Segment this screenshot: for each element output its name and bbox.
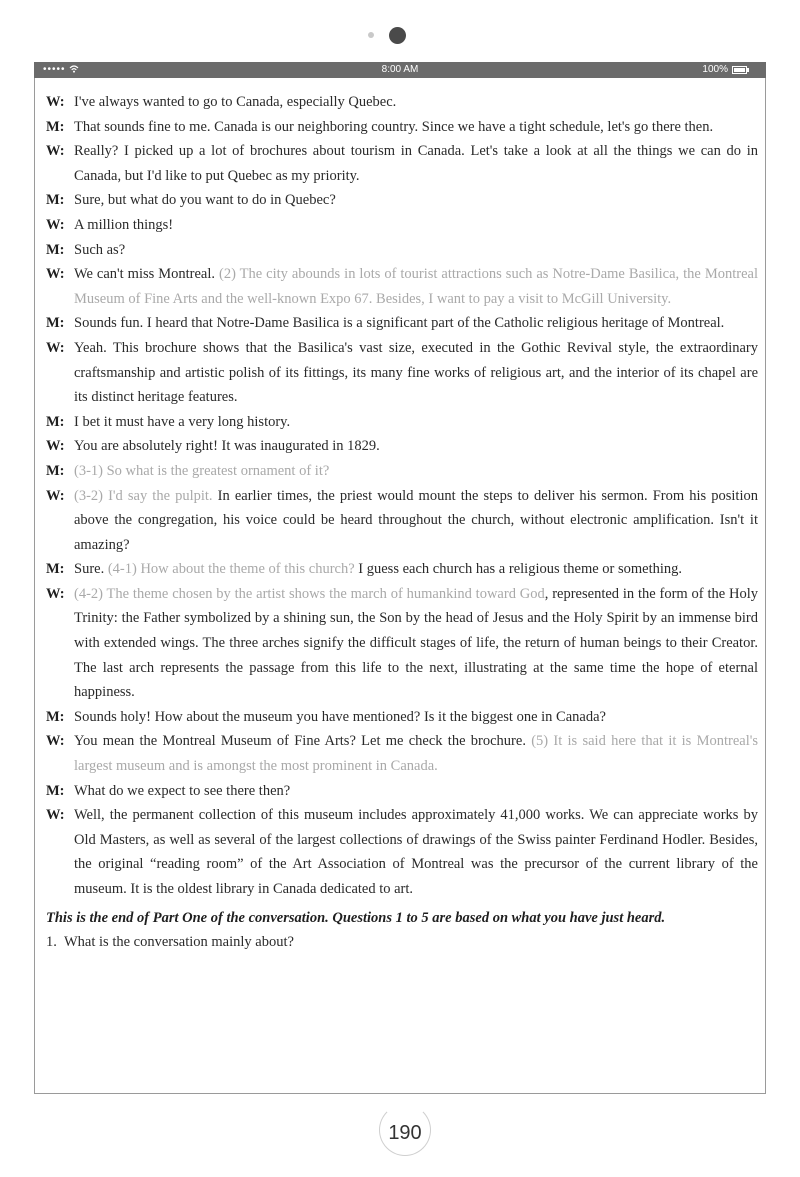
camera-sensor-icon	[368, 32, 374, 38]
answer-highlight: (3-2) I'd say the pulpit.	[74, 487, 218, 504]
speech-text: , represented in the form of the Holy Trinity: the Father symbolized by a shining sun, the Son by the head of Jesus and the Holy Spirit by an immense bird with extended wings. The three arches signify the difficult stages of life, the return of human beings to their Creator. The last arch represents the passage from this life to the next, illustrating at the same time the hope of eternal happiness.	[74, 585, 758, 701]
question-item	[46, 930, 758, 955]
battery-tip	[747, 68, 749, 72]
speech-text: You mean the Montreal Museum of Fine Arts? Let me check the brochure.	[74, 733, 532, 750]
dialogue-turn	[46, 238, 758, 263]
dialogue-list	[46, 90, 758, 902]
speech-text: We can't miss Montreal.	[74, 266, 219, 283]
speaker-label: W:	[46, 438, 65, 455]
speech-text: Such as?	[74, 241, 126, 258]
speaker-label: W:	[46, 94, 65, 110]
turn-text	[74, 803, 758, 901]
dialogue-turn	[46, 188, 758, 213]
speaker-label: W:	[46, 585, 65, 602]
dialogue-turn	[46, 213, 758, 238]
answer-highlight: (2) The city abounds in lots of tourist attractions such as Notre-Dame Basilica, the Montreal Museum of Fine Arts and the well-known Expo 67. Besides, I want to pay a visit to McGill University.	[74, 266, 758, 307]
status-bar	[34, 62, 766, 78]
turn-text	[74, 336, 758, 410]
speech-text: You are absolutely right! It was inaugurated in 1829.	[74, 438, 380, 455]
transcript	[46, 90, 758, 955]
speaker-label: W:	[46, 216, 65, 233]
speaker-label: W:	[46, 733, 65, 750]
turn-text	[74, 115, 758, 140]
speaker-label: M:	[46, 118, 65, 135]
speaker-label: M:	[46, 561, 65, 578]
speaker-label: W:	[46, 143, 65, 160]
dialogue-turn	[46, 262, 758, 311]
turn-text	[74, 213, 758, 238]
speech-text: I guess each church has a religious theme or something.	[358, 561, 683, 578]
answer-highlight: (4-1) How about the theme of this church?	[107, 561, 359, 578]
answer-highlight: (4-2) The theme chosen by the artist shows the march of humankind toward God	[74, 585, 545, 602]
dialogue-turn	[46, 311, 758, 336]
speech-text: Sure, but what do you want to do in Quebec?	[74, 192, 336, 209]
speech-text: Sounds fun. I heard that Notre-Dame Basilica is a significant part of the Catholic religious heritage of Montreal.	[74, 315, 725, 332]
speech-text: I've always wanted to go to Canada, especially Quebec.	[74, 94, 397, 110]
speaker-label: M:	[46, 462, 65, 479]
speaker-label: M:	[46, 315, 65, 332]
speech-text: What do we expect to see there then?	[74, 782, 291, 799]
speech-text: A million things!	[74, 216, 174, 233]
page-number: 190	[379, 1104, 431, 1156]
turn-text	[74, 262, 758, 311]
dialogue-turn	[46, 90, 758, 115]
dialogue-turn	[46, 779, 758, 804]
speech-text: Sounds holy! How about the museum you have mentioned? Is it the biggest one in Canada?	[74, 708, 606, 725]
speech-text: Really? I picked up a lot of brochures about tourism in Canada. Let's take a look at all the things we can do in Canada, but I'd like to put Quebec as my priority.	[74, 143, 758, 184]
answer-highlight: (5) It is said here that it is Montreal's largest museum and is amongst the most prominent in Canada.	[74, 733, 758, 775]
camera-lens-icon	[389, 27, 406, 44]
speaker-label: M:	[46, 782, 65, 799]
speaker-label: M:	[46, 708, 65, 725]
question-number: 1.	[46, 934, 57, 951]
speech-text: Well, the permanent collection of this museum includes approximately 41,000 works. We can appreciate works by Old Masters, as well as several of the largest collections of drawings of the Swiss painter Ferdinand Hodler. Besides, the original “reading room” of the Art Association of Montreal was the precursor of the current library of the museum. It is the oldest library in Canada dedicated to art.	[74, 807, 758, 897]
speaker-label: W:	[46, 339, 65, 356]
dialogue-turn	[46, 803, 758, 901]
question-text: What is the conversation mainly about?	[64, 934, 294, 951]
dialogue-turn	[46, 729, 758, 778]
dialogue-turn	[46, 582, 758, 705]
battery-icon	[732, 66, 747, 74]
turn-text	[74, 311, 758, 336]
turn-text	[74, 238, 758, 263]
dialogue-turn	[46, 557, 758, 582]
turn-text	[74, 188, 758, 213]
turn-text	[74, 459, 758, 484]
speaker-label: M:	[46, 192, 65, 209]
speaker-label: W:	[46, 266, 65, 283]
turn-text	[74, 139, 758, 188]
speaker-label: W:	[46, 807, 65, 824]
turn-text	[74, 729, 758, 778]
speaker-label: W:	[46, 487, 65, 504]
status-time: 8:00 AM	[381, 64, 419, 75]
turn-text	[74, 705, 758, 730]
turn-text	[74, 779, 758, 804]
turn-text	[74, 410, 758, 435]
dialogue-turn	[46, 434, 758, 459]
dialogue-turn	[46, 336, 758, 410]
turn-text	[74, 557, 758, 582]
dialogue-turn	[46, 705, 758, 730]
dialogue-turn	[46, 484, 758, 558]
turn-text	[74, 582, 758, 705]
turn-text	[74, 434, 758, 459]
speech-text: Sure.	[74, 561, 108, 578]
dialogue-turn	[46, 139, 758, 188]
turn-text	[74, 90, 758, 115]
end-note: This is the end of Part One of the conversation. Questions 1 to 5 are based on what you have just heard.	[46, 909, 666, 926]
dialogue-turn	[46, 115, 758, 140]
speaker-label: M:	[46, 241, 65, 258]
battery-percent: 100%	[702, 64, 728, 75]
speech-text: That sounds fine to me. Canada is our neighboring country. Since we have a tight schedule, let's go there then.	[74, 118, 714, 135]
speaker-label: M:	[46, 413, 65, 430]
answer-highlight: (3-1) So what is the greatest ornament of it?	[74, 462, 330, 479]
camera-indicator	[0, 27, 800, 45]
speech-text: Yeah. This brochure shows that the Basilica's vast size, executed in the Gothic Revival style, the extraordinary craftsmanship and artistic polish of its fittings, its many fine works of religious art, and the interior of its chapel are its distinct heritage features.	[74, 339, 758, 406]
dialogue-turn	[46, 459, 758, 484]
turn-text	[74, 484, 758, 558]
signal-strength: •••••	[43, 64, 79, 75]
dialogue-turn	[46, 410, 758, 435]
speech-text: I bet it must have a very long history.	[74, 413, 291, 430]
speech-text: In earlier times, the priest would mount the steps to deliver his sermon. From his position above the congregation, his voice could be heard throughout the church, without electronic amplification. Isn't it amazing?	[74, 487, 758, 553]
